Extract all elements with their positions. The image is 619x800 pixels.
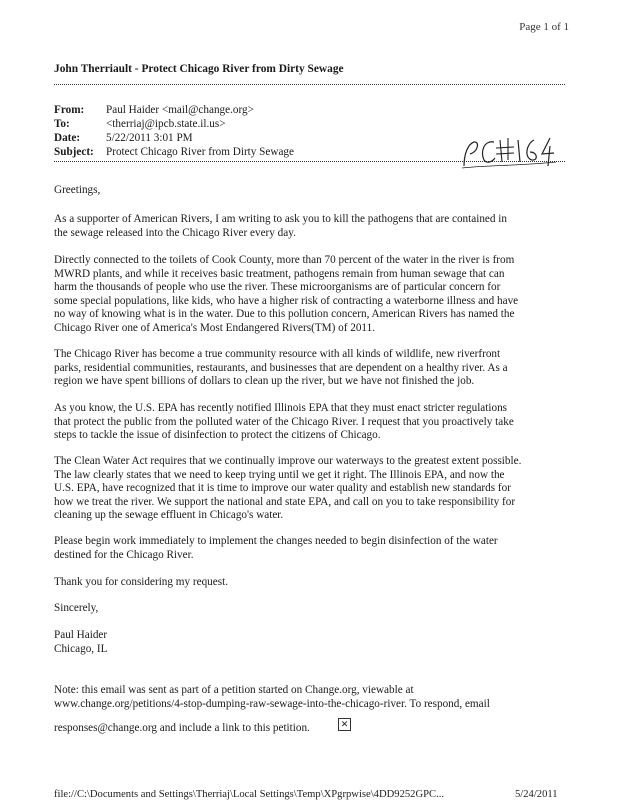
- paragraph-line: MWRD plants, and while it receives basic treatment, pathogens remain from human sewage that can: [54, 267, 505, 280]
- email-title: John Therriault - Protect Chicago River from Dirty Sewage: [54, 63, 344, 75]
- paragraph-line: no way of knowing what is in the water. Due to this pollution concern, American Rivers has named the: [54, 308, 515, 321]
- paragraph-line: the sewage released into the Chicago River every day.: [54, 226, 296, 239]
- header-to-value: <therriaj@ipcb.state.il.us>: [106, 118, 226, 130]
- header-date-label: Date:: [54, 132, 81, 144]
- header-date: [54, 131, 193, 145]
- signature-location: Chicago, IL: [54, 642, 108, 655]
- header-subject-label: Subject:: [54, 146, 94, 158]
- page-number: Page 1 of 1: [519, 21, 569, 33]
- paragraph-line: U.S. EPA, have recognized that it is time to improve our water quality and establish new standards for: [54, 482, 511, 495]
- header-from: [54, 103, 254, 117]
- paragraph-2: [54, 254, 574, 336]
- paragraph-line: Thank you for considering my request.: [54, 576, 228, 588]
- petition-note-last: [54, 722, 574, 736]
- closing: Sincerely,: [54, 602, 99, 614]
- paragraph-line: parks, residential communities, restaurants, and businesses that are dependent on a healthy river. As a: [54, 361, 508, 374]
- paragraph-line: region we have spent billions of dollars to clean up the river, but we have not finished the job.: [54, 375, 475, 388]
- paragraph-7: [54, 576, 574, 590]
- header-from-value: Paul Haider <mail@change.org>: [106, 104, 254, 116]
- header-to-label: To:: [54, 118, 70, 130]
- paragraph-line: Directly connected to the toilets of Cook County, more than 70 percent of the water in the river is from: [54, 254, 515, 266]
- paragraph-line: The Chicago River has become a true community resource with all kinds of wildlife, new riverfront: [54, 348, 501, 360]
- note-line: www.change.org/petitions/4-stop-dumping-raw-sewage-into-the-chicago-river. To respond, email: [54, 697, 490, 710]
- note-line: Note: this email was sent as part of a petition started on Change.org, viewable at: [54, 684, 414, 696]
- broken-image-icon: ✕: [338, 718, 351, 731]
- handwritten-stamp: [458, 132, 558, 174]
- greeting: Greetings,: [54, 184, 101, 196]
- signature-name: Paul Haider: [54, 629, 108, 641]
- header-subject: [54, 145, 294, 159]
- paragraph-line: Please begin work immediately to implement the changes needed to begin disinfection of the water: [54, 535, 498, 547]
- header-from-label: From:: [54, 104, 85, 116]
- header-subject-value: Protect Chicago River from Dirty Sewage: [106, 146, 294, 158]
- paragraph-3: [54, 348, 574, 389]
- note-line: responses@change.org and include a link to this petition.: [54, 722, 310, 734]
- footer-path: file://C:\Documents and Settings\Therriaj\Local Settings\Temp\XPgrpwise\4DD9252GPC...: [54, 789, 445, 800]
- paragraph-line: steps to tackle the issue of disinfection to protect the citizens of Chicago.: [54, 429, 381, 442]
- footer-date: 5/24/2011: [515, 789, 558, 800]
- paragraph-line: As you know, the U.S. EPA has recently notified Illinois EPA that they must enact stricter regulations: [54, 402, 508, 414]
- paragraph-line: that protect the public from the polluted water of the Chicago River. I request that you proactively take: [54, 415, 514, 428]
- paragraph-line: destined for the Chicago River.: [54, 548, 194, 561]
- header-date-value: 5/22/2011 3:01 PM: [106, 132, 193, 144]
- paragraph-6: [54, 535, 574, 562]
- signature: [54, 629, 574, 656]
- petition-note: [54, 684, 574, 711]
- title-divider: [54, 84, 565, 85]
- paragraph-line: some special populations, like kids, who have a higher risk of contracting a waterborne illness and have: [54, 294, 519, 307]
- paragraph-line: Chicago River one of America's Most Endangered Rivers(TM) of 2011.: [54, 321, 375, 334]
- paragraph-line: cleaning up the sewage effluent in Chicago's water.: [54, 509, 284, 522]
- paragraph-line: As a supporter of American Rivers, I am writing to ask you to kill the pathogens that are contained in: [54, 213, 507, 225]
- header-to: [54, 117, 226, 131]
- paragraph-5: [54, 455, 574, 523]
- paragraph-line: how we treat the river. We support the national and state EPA, and call on you to take responsibility for: [54, 495, 516, 508]
- paragraph-line: The Clean Water Act requires that we continually improve our waterways to the greatest extent possible.: [54, 455, 522, 467]
- paragraph-line: harm the thousands of people who use the river. These microorganisms are of particular concern for: [54, 281, 501, 294]
- paragraph-1: [54, 213, 574, 240]
- paragraph-line: The law clearly states that we need to keep trying until we get it right. The Illinois EPA, and now the: [54, 468, 505, 481]
- paragraph-4: [54, 402, 574, 443]
